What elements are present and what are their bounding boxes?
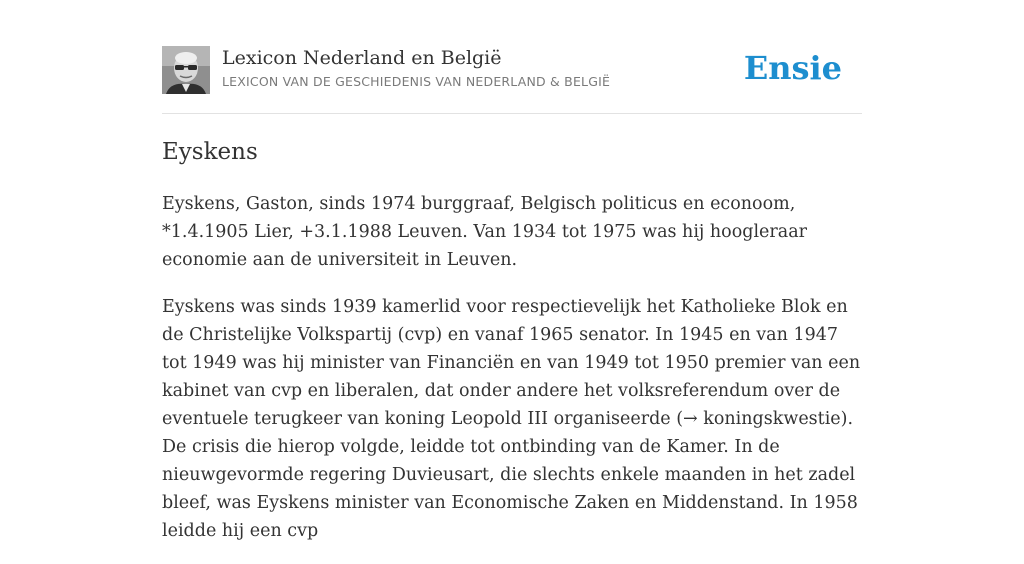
author-portrait-image bbox=[162, 46, 210, 94]
publication-subtitle: LEXICON VAN DE GESCHIEDENIS VAN NEDERLAND & BELGIË bbox=[222, 74, 611, 89]
entry-paragraph-1: Eyskens, Gaston, sinds 1974 burggraaf, Belgisch politicus en econoom, *1.4.1905 Lier, +3.1.1988 Leuven. Van 1934 tot 1975 was hij hoogleraar economie aan de universiteit in Leuven. bbox=[162, 194, 807, 270]
entry-title: Eyskens bbox=[162, 139, 258, 165]
paragraph-text: Eyskens was sinds 1939 kamerlid voor respectievelijk het Katholieke Blok en de Christelijke Volkspartij (cvp) en vanaf 1965 senator. In 1945 en van 1947 tot 1949 was hij minister van Financiën en van 1949 tot 1950 premier van een kabinet van cvp en liberalen, dat onder andere het volksreferendum over de eventuele terugkeer van koning Leopold III organiseerde ( bbox=[162, 297, 861, 429]
cross-reference-link[interactable]: → koningskwestie bbox=[683, 409, 841, 429]
paragraph-text: ). De crisis die hierop volgde, leidde tot ontbinding van de Kamer. In de nieuwgevormde regering Duvieusart, die slechts enkele maanden in het zadel bleef, was Eyskens minister van Economische Zaken en Middenstand. In 1958 leidde hij een cvp bbox=[162, 409, 858, 541]
author-portrait-icon[interactable] bbox=[162, 46, 210, 94]
publication-header bbox=[162, 0, 862, 114]
entry-paragraph-2 bbox=[162, 293, 862, 545]
content-column bbox=[162, 0, 862, 541]
entry-body bbox=[162, 190, 862, 564]
publication-title[interactable]: Lexicon Nederland en België bbox=[222, 47, 502, 69]
brand-logo-link[interactable]: Ensie bbox=[743, 49, 842, 87]
